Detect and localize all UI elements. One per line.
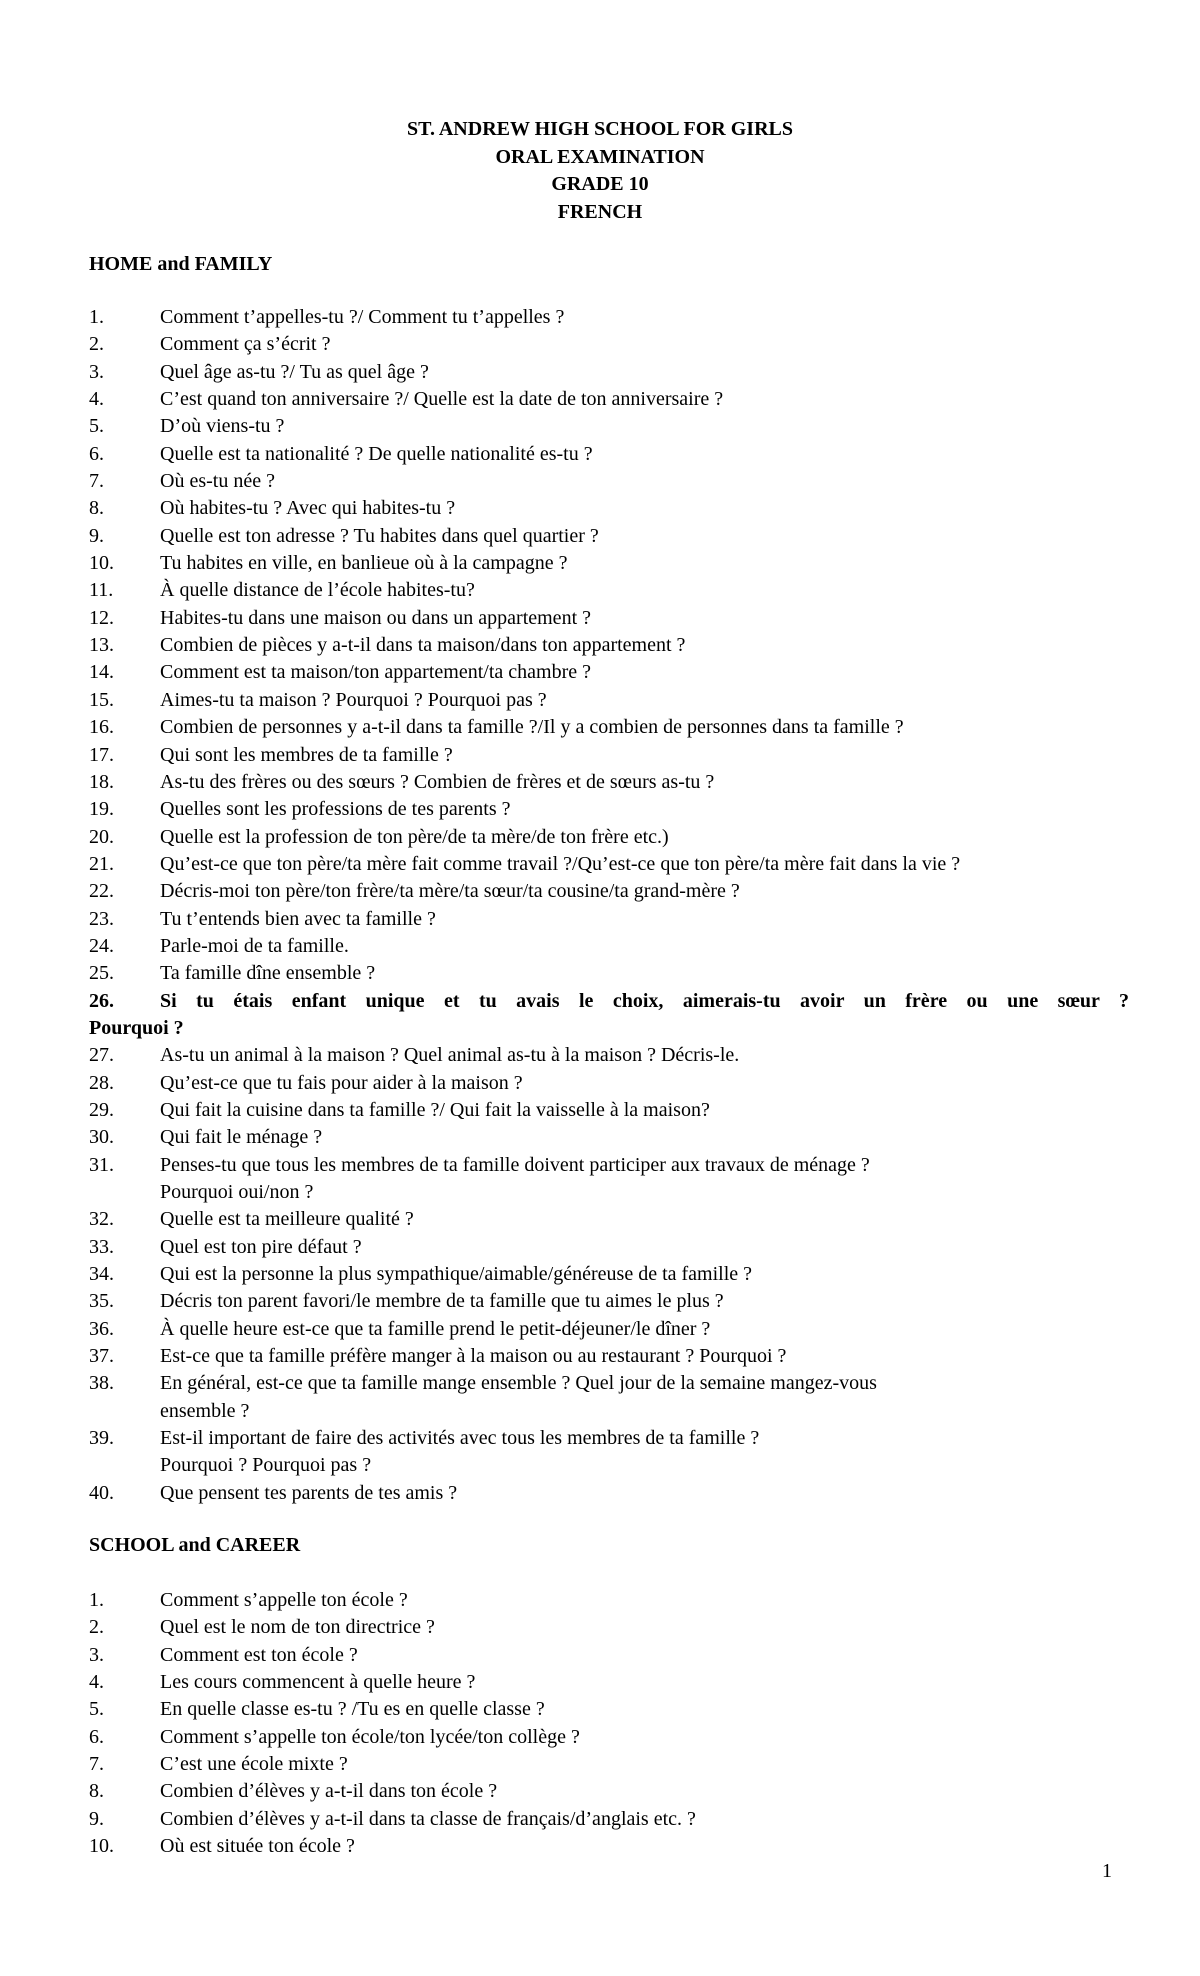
- question-text: Qu’est-ce que ton père/ta mère fait comme travail ?/Qu’est-ce que ton père/ta mère fait dans la vie ?: [160, 852, 961, 875]
- question-number: 4.: [89, 388, 104, 411]
- question-item: [89, 796, 1129, 823]
- question-number: 27.: [89, 1044, 114, 1067]
- question-text: As-tu des frères ou des sœurs ? Combien de frères et de sœurs as-tu ?: [160, 770, 715, 793]
- question-item: [89, 1097, 1129, 1124]
- question-item: [89, 1316, 1129, 1343]
- question-text: C’est une école mixte ?: [160, 1753, 348, 1776]
- question-text: Qu’est-ce que tu fais pour aider à la maison ?: [160, 1071, 523, 1094]
- question-number: 4.: [89, 1671, 104, 1694]
- question-item: [89, 1778, 1129, 1805]
- question-text: Comment t’appelles-tu ?/ Comment tu t’appelles ?: [160, 306, 565, 328]
- question-item: [89, 1261, 1129, 1288]
- question-item: [89, 714, 1129, 741]
- question-number: 10.: [89, 552, 114, 575]
- question-text: Les cours commencent à quelle heure ?: [160, 1671, 476, 1694]
- question-number: 12.: [89, 606, 114, 629]
- question-text: À quelle heure est-ce que ta famille prend le petit-déjeuner/le dîner ?: [160, 1317, 711, 1340]
- section-title-school-career: SCHOOL and CAREER: [89, 1534, 301, 1556]
- question-number: 10.: [89, 1835, 114, 1858]
- question-text: Où es-tu née ?: [160, 470, 275, 493]
- question-item: [89, 769, 1129, 796]
- question-item: [89, 1696, 1129, 1723]
- question-item: [89, 304, 1129, 331]
- question-text: Combien de pièces y a-t-il dans ta maison/dans ton appartement ?: [160, 634, 686, 657]
- exam-title: ORAL EXAMINATION: [495, 145, 705, 168]
- question-number: 8.: [89, 497, 104, 520]
- question-item: [89, 933, 1129, 960]
- question-text: Est-ce que ta famille préfère manger à la maison ou au restaurant ? Pourquoi ?: [160, 1345, 787, 1368]
- grade-label: GRADE 10: [551, 173, 649, 195]
- question-number: 20.: [89, 825, 114, 848]
- question-text: Quelle est ton adresse ? Tu habites dans quel quartier ?: [160, 524, 599, 547]
- question-text: Où est située ton école ?: [160, 1835, 355, 1858]
- question-number: 40.: [89, 1481, 114, 1504]
- question-number: 13.: [89, 634, 114, 657]
- question-text: Comment s’appelle ton école ?: [160, 1589, 408, 1611]
- question-item: [89, 523, 1129, 550]
- question-item: [89, 1042, 1129, 1069]
- question-text: Qui sont les membres de ta famille ?: [160, 743, 453, 766]
- question-number: 21.: [89, 852, 114, 875]
- question-number: 28.: [89, 1071, 114, 1094]
- question-item: [89, 1669, 1129, 1696]
- question-item: [89, 1724, 1129, 1751]
- page-number: 1: [1102, 1860, 1112, 1882]
- question-number: 11.: [89, 579, 114, 602]
- question-text: Combien de personnes y a-t-il dans ta famille ?/Il y a combien de personnes dans ta famille ?: [160, 716, 904, 739]
- question-number: 26.: [89, 989, 114, 1012]
- question-item: [89, 1288, 1129, 1315]
- question-number: 23.: [89, 907, 114, 930]
- question-number: 16.: [89, 716, 114, 739]
- question-item: [89, 1642, 1129, 1669]
- question-number: 5.: [89, 415, 104, 438]
- question-item: [89, 1206, 1129, 1233]
- question-text: Quelle est ta meilleure qualité ?: [160, 1208, 414, 1231]
- question-continuation: Pourquoi ? Pourquoi pas ?: [160, 1454, 372, 1477]
- question-text: En quelle classe es-tu ? /Tu es en quelle classe ?: [160, 1698, 545, 1721]
- question-item: [89, 1425, 1129, 1480]
- question-number: 35.: [89, 1290, 114, 1313]
- question-item: [89, 1234, 1129, 1261]
- question-item: [89, 1751, 1129, 1778]
- question-text: Décris-moi ton père/ton frère/ta mère/ta sœur/ta cousine/ta grand-mère ?: [160, 880, 740, 903]
- school-name: ST. ANDREW HIGH SCHOOL FOR GIRLS: [406, 118, 793, 140]
- question-item: [89, 605, 1129, 632]
- question-text: Qui fait la cuisine dans ta famille ?/ Qui fait la vaisselle à la maison?: [160, 1098, 710, 1121]
- question-text: Quel est le nom de ton directrice ?: [160, 1616, 435, 1639]
- question-item: [89, 878, 1129, 905]
- question-number: 3.: [89, 360, 104, 383]
- question-number: 1.: [89, 1589, 104, 1611]
- question-number: 32.: [89, 1208, 114, 1231]
- question-item: [89, 1614, 1129, 1641]
- question-text: Quel âge as-tu ?/ Tu as quel âge ?: [160, 360, 429, 383]
- question-number: 25.: [89, 962, 114, 985]
- question-text: Où habites-tu ? Avec qui habites-tu ?: [160, 497, 456, 520]
- question-item: [89, 1070, 1129, 1097]
- question-item: [89, 1587, 1129, 1614]
- question-number: 39.: [89, 1427, 114, 1450]
- question-item: [89, 988, 1129, 1043]
- question-number: 3.: [89, 1643, 104, 1666]
- question-text: D’où viens-tu ?: [160, 415, 285, 438]
- question-number: 29.: [89, 1098, 114, 1121]
- question-number: 22.: [89, 880, 114, 903]
- question-number: 14.: [89, 661, 114, 684]
- question-text: À quelle distance de l’école habites-tu?: [160, 579, 475, 602]
- question-item: [89, 331, 1129, 358]
- question-item: [89, 851, 1129, 878]
- question-number: 2.: [89, 333, 104, 356]
- question-text: Aimes-tu ta maison ? Pourquoi ? Pourquoi pas ?: [160, 688, 547, 711]
- question-number: 34.: [89, 1263, 114, 1286]
- question-number: 19.: [89, 798, 114, 821]
- question-number: 24.: [89, 934, 114, 957]
- question-text: Tu t’entends bien avec ta famille ?: [160, 907, 436, 930]
- question-text: Penses-tu que tous les membres de ta famille doivent participer aux travaux de ménage ?: [160, 1153, 870, 1176]
- document-header: [0, 116, 1200, 226]
- question-item: [89, 1343, 1129, 1370]
- question-text: En général, est-ce que ta famille mange ensemble ? Quel jour de la semaine mangez-vous: [160, 1372, 877, 1395]
- question-number: 5.: [89, 1698, 104, 1721]
- question-item: [89, 413, 1129, 440]
- question-item: [89, 1480, 1129, 1507]
- question-text: Qui est la personne la plus sympathique/aimable/généreuse de ta famille ?: [160, 1263, 753, 1286]
- question-text: Décris ton parent favori/le membre de ta famille que tu aimes le plus ?: [160, 1290, 724, 1313]
- question-text: Comment s’appelle ton école/ton lycée/ton collège ?: [160, 1725, 580, 1748]
- question-text: Est-il important de faire des activités avec tous les membres de ta famille ?: [160, 1427, 760, 1450]
- question-number: 9.: [89, 524, 104, 547]
- question-item: [89, 960, 1129, 987]
- question-continuation: Pourquoi ?: [89, 1016, 184, 1039]
- question-number: 8.: [89, 1780, 104, 1803]
- question-text: Tu habites en ville, en banlieue où à la campagne ?: [160, 552, 568, 575]
- question-item: [89, 1833, 1129, 1860]
- question-text: Comment ça s’écrit ?: [160, 333, 331, 356]
- question-text: Quelle est ta nationalité ? De quelle nationalité es-tu ?: [160, 442, 593, 465]
- question-number: 9.: [89, 1807, 104, 1830]
- question-text: Parle-moi de ta famille.: [160, 934, 349, 957]
- question-text: Quel est ton pire défaut ?: [160, 1235, 362, 1258]
- question-item: [89, 550, 1129, 577]
- question-number: 36.: [89, 1317, 114, 1340]
- question-continuation: ensemble ?: [160, 1399, 250, 1422]
- question-number: 30.: [89, 1126, 114, 1149]
- question-item: [89, 359, 1129, 386]
- question-item: [89, 1806, 1129, 1833]
- school-career-question-list: [89, 1587, 1129, 1860]
- question-number: 17.: [89, 743, 114, 766]
- question-text: Habites-tu dans une maison ou dans un appartement ?: [160, 606, 591, 629]
- question-number: 38.: [89, 1372, 114, 1395]
- section-title-home-family: HOME and FAMILY: [89, 253, 273, 275]
- question-text: Combien d’élèves y a-t-il dans ton école ?: [160, 1780, 498, 1803]
- home-family-question-list: [89, 304, 1129, 1507]
- question-number: 6.: [89, 1725, 104, 1748]
- question-number: 33.: [89, 1235, 114, 1258]
- question-number: 2.: [89, 1616, 104, 1639]
- question-text: C’est quand ton anniversaire ?/ Quelle est la date de ton anniversaire ?: [160, 388, 724, 411]
- question-item: [89, 687, 1129, 714]
- question-text: Quelle est la profession de ton père/de ta mère/de ton frère etc.): [160, 825, 669, 848]
- question-item: [89, 1124, 1129, 1151]
- question-text: Si tu étais enfant unique et tu avais le choix, aimerais-tu avoir un frère ou une sœur ?: [160, 989, 1129, 1012]
- question-item: [89, 495, 1129, 522]
- question-number: 7.: [89, 470, 104, 493]
- question-text: Combien d’élèves y a-t-il dans ta classe de français/d’anglais etc. ?: [160, 1807, 696, 1830]
- question-item: [89, 906, 1129, 933]
- question-text: Ta famille dîne ensemble ?: [160, 962, 376, 985]
- question-number: 6.: [89, 442, 104, 465]
- question-item: [89, 577, 1129, 604]
- question-item: [89, 632, 1129, 659]
- question-text: Que pensent tes parents de tes amis ?: [160, 1481, 458, 1504]
- question-text: Comment est ton école ?: [160, 1643, 358, 1666]
- question-number: 37.: [89, 1345, 114, 1368]
- question-item: [89, 1152, 1129, 1207]
- question-continuation: Pourquoi oui/non ?: [160, 1181, 314, 1203]
- question-item: [89, 1370, 1129, 1425]
- question-text: Quelles sont les professions de tes parents ?: [160, 798, 511, 821]
- question-number: 15.: [89, 688, 114, 711]
- question-number: 18.: [89, 770, 114, 793]
- question-text: Comment est ta maison/ton appartement/ta chambre ?: [160, 661, 591, 684]
- question-number: 31.: [89, 1153, 114, 1176]
- question-number: 7.: [89, 1753, 104, 1776]
- question-item: [89, 742, 1129, 769]
- question-item: [89, 468, 1129, 495]
- question-item: [89, 824, 1129, 851]
- question-number: 1.: [89, 306, 104, 328]
- question-item: [89, 386, 1129, 413]
- question-text: Qui fait le ménage ?: [160, 1126, 323, 1149]
- question-item: [89, 441, 1129, 468]
- subject-label: FRENCH: [557, 200, 643, 223]
- question-text: As-tu un animal à la maison ? Quel animal as-tu à la maison ? Décris-le.: [160, 1044, 740, 1067]
- question-item: [89, 659, 1129, 686]
